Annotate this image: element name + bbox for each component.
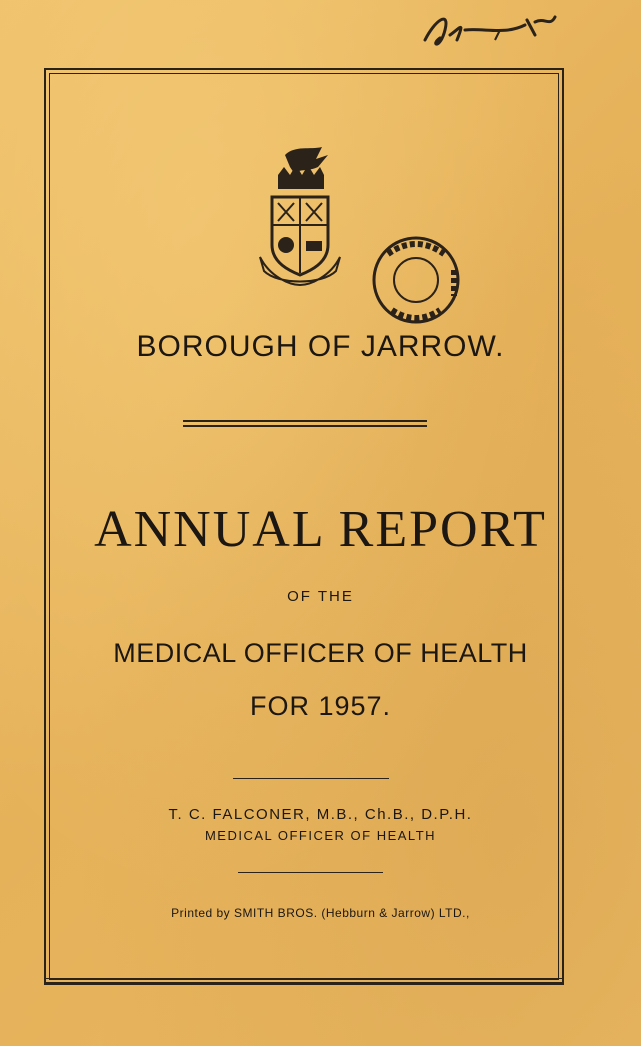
title-connector: OF THE (287, 588, 354, 605)
bottom-double-rule (44, 978, 564, 986)
report-year: FOR 1957. (249, 691, 392, 721)
divider-rule (238, 872, 383, 873)
report-title: ANNUAL REPORT (94, 501, 547, 558)
ministry-of-health-library-stamp (368, 230, 464, 330)
report-subject: MEDICAL OFFICER OF HEALTH (113, 638, 528, 668)
divider-rule (233, 778, 389, 779)
author-role: MEDICAL OFFICER OF HEALTH (204, 828, 437, 843)
printer-credit: Printed by SMITH BROS. (Hebburn & Jarrow) LTD., (171, 906, 470, 920)
borough-crest-icon (250, 145, 350, 295)
author-name: T. C. FALCONER, M.B., Ch.B., D.P.H. (168, 806, 473, 823)
borough-name: BOROUGH OF JARROW. (136, 330, 505, 363)
handwritten-signature (395, 0, 565, 60)
title-double-rule (183, 420, 427, 430)
